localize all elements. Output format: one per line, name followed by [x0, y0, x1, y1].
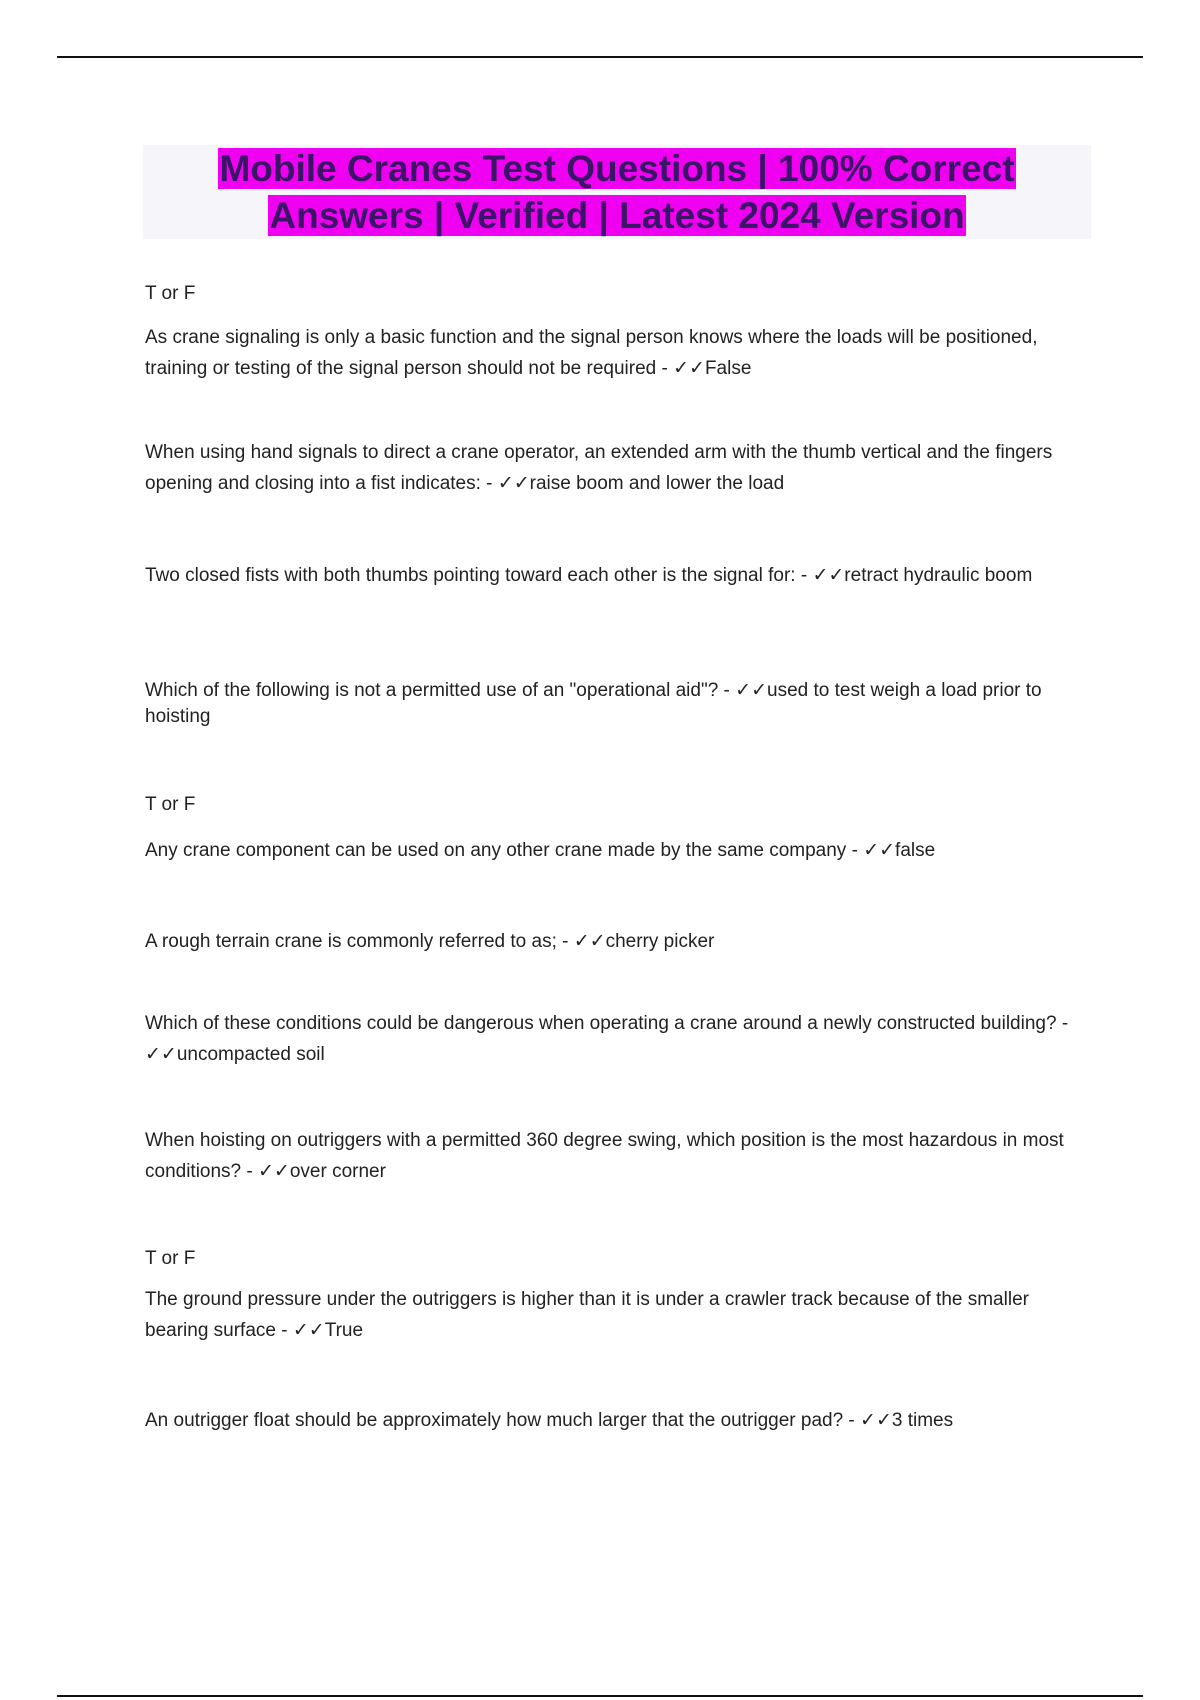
check-icon: ✓✓	[145, 1043, 177, 1065]
question-text: When using hand signals to direct a crane operator, an extended arm with the thumb vertical and the fingers opening and closing into a fist indicates: -	[145, 442, 1053, 494]
top-rule	[57, 56, 1143, 58]
qa-item-8	[145, 926, 1095, 957]
answer-text: 3 times	[891, 1410, 954, 1431]
question-text: Which of these conditions could be dangerous when operating a crane around a newly constructed building? -	[145, 1013, 1069, 1034]
title-banner	[143, 145, 1091, 239]
question-text: Any crane component can be used on any other crane made by the same company -	[145, 840, 858, 861]
question-text: As crane signaling is only a basic function and the signal person knows where the loads will be positioned, training or testing of the signal person should not be required -	[145, 327, 1038, 379]
answer-text: cherry picker	[605, 931, 715, 952]
answer-text: false	[895, 840, 936, 861]
check-icon: ✓✓	[863, 839, 896, 861]
qa-item-3	[145, 438, 1095, 499]
check-icon: ✓✓	[735, 679, 767, 701]
qa-item-6	[145, 790, 1095, 820]
question-text: Two closed fists with both thumbs pointing toward each other is the signal for: -	[145, 565, 808, 586]
check-icon: ✓✓	[258, 1160, 290, 1182]
qa-item-1	[145, 279, 1095, 309]
check-icon: ✓✓	[860, 1409, 892, 1431]
question-text: T or F	[145, 794, 196, 815]
answer-text: raise boom and lower the load	[529, 473, 785, 494]
question-text: A rough terrain crane is commonly referred to as; -	[145, 931, 569, 952]
qa-item-9	[145, 1009, 1095, 1070]
answer-text: True	[324, 1320, 364, 1341]
answer-text: retract hydraulic boom	[844, 565, 1033, 586]
qa-item-13	[145, 1405, 1095, 1436]
question-text: The ground pressure under the outriggers is higher than it is under a crawler track because of the smaller bearing surface -	[145, 1289, 1029, 1341]
qa-item-10	[145, 1126, 1095, 1187]
check-icon: ✓✓	[573, 930, 606, 952]
answer-text: used to test weigh a load prior to hoisting	[145, 680, 1042, 727]
question-text: An outrigger float should be approximately how much larger that the outrigger pad? -	[145, 1410, 855, 1431]
check-icon: ✓✓	[673, 357, 705, 379]
check-icon: ✓✓	[292, 1319, 325, 1341]
question-text: When hoisting on outriggers with a permitted 360 degree swing, which position is the most hazardous in most conditions? -	[145, 1130, 1064, 1182]
qa-item-5	[145, 677, 1095, 730]
document-title: Mobile Cranes Test Questions | 100% Correct Answers | Verified | Latest 2024 Version	[219, 148, 1015, 236]
check-icon: ✓✓	[812, 564, 845, 586]
qa-item-7	[145, 835, 1095, 866]
answer-text: over corner	[289, 1161, 386, 1182]
bottom-rule	[57, 1695, 1143, 1697]
question-text: Which of the following is not a permitted use of an "operational aid"? -	[145, 680, 730, 701]
check-icon: ✓✓	[497, 472, 530, 494]
qa-item-12	[145, 1285, 1095, 1346]
qa-item-11	[145, 1244, 1095, 1274]
qa-item-2	[145, 323, 1095, 384]
question-text: T or F	[145, 283, 196, 304]
answer-text: uncompacted soil	[176, 1044, 325, 1065]
question-text: T or F	[145, 1248, 196, 1269]
answer-text: False	[704, 358, 752, 379]
qa-item-4	[145, 562, 1095, 589]
